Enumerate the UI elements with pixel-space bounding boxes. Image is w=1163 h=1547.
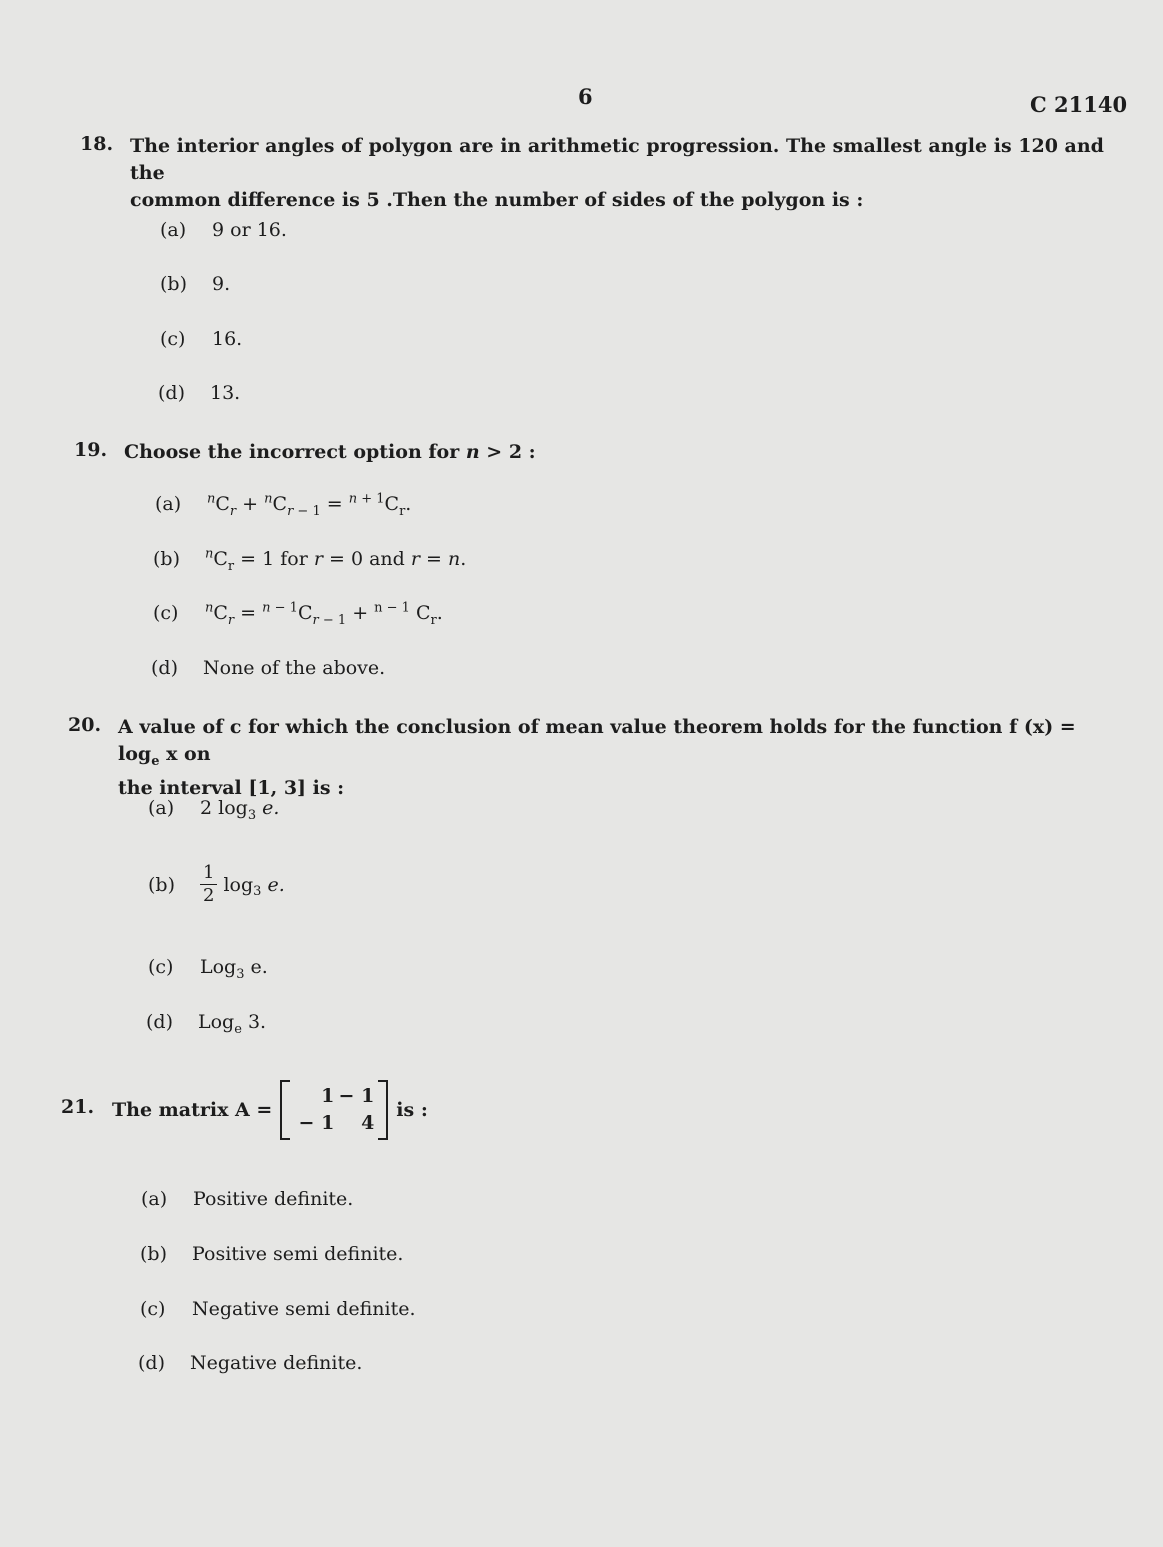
text: log [223, 873, 254, 896]
question-text [130, 133, 1120, 214]
denominator: 2 [203, 885, 215, 906]
option-label: (a) [155, 493, 182, 516]
subscript: r [227, 559, 235, 575]
option-formula [200, 862, 285, 906]
option-label: (a) [141, 1188, 168, 1210]
numerator: 1 [200, 862, 217, 885]
option-label: (d) [158, 382, 185, 404]
text: x on [159, 743, 211, 765]
option-label: (c) [140, 1298, 166, 1320]
matrix-grid [290, 1084, 378, 1136]
option-d [146, 1011, 266, 1037]
option-text: None of the above. [203, 657, 386, 679]
question-text-line: The interior angles of polygon are in arithmetic progression. The smallest angle is 120 and the [130, 135, 1104, 184]
question-text [124, 439, 536, 466]
option-text: Negative semi definite. [192, 1298, 416, 1320]
option-text: Positive definite. [193, 1188, 354, 1210]
option-c [148, 956, 268, 982]
question-text-line: the interval [1, 3] is : [118, 776, 345, 799]
subscript: 3 [253, 883, 262, 899]
matrix-cell: − 1 [338, 1085, 375, 1107]
matrix-cell: 1 [321, 1085, 335, 1107]
text: = [419, 548, 448, 571]
option-b [148, 862, 285, 907]
option-formula [198, 1011, 267, 1037]
matrix-a [280, 1080, 388, 1140]
text: C [213, 548, 228, 571]
subscript: 3 [247, 807, 257, 823]
option-label: (b) [140, 1243, 167, 1265]
option-formula: $^nC_r = ^{n - 1}C_{r - 1} + ^{n - 1}$ $C_r$. [205, 601, 443, 629]
option-label: (c) [153, 602, 179, 625]
text: > 2 : [479, 441, 536, 463]
option-label: (b) [148, 873, 175, 896]
text: Log [200, 956, 237, 978]
question-text [118, 714, 1118, 802]
option-label: (b) [153, 548, 180, 571]
text: = 0 and [322, 548, 411, 571]
question-number: 19. [74, 439, 108, 461]
option-c [140, 1298, 416, 1320]
option-b [140, 1243, 403, 1265]
text: = 1 for [234, 548, 314, 571]
option-label: (d) [151, 657, 178, 679]
text: The matrix A = [112, 1098, 273, 1121]
question-text-line [118, 714, 1118, 775]
question-text [112, 1080, 428, 1140]
text: 2 log [200, 797, 248, 819]
option-text: 9 or 16. [212, 219, 287, 241]
option-c [153, 601, 443, 628]
option-label: (c) [148, 956, 174, 978]
option-text: Positive semi definite. [192, 1243, 404, 1265]
text: e. [261, 873, 285, 896]
option-d [158, 382, 240, 404]
option-label: (b) [160, 273, 187, 295]
left-bracket [280, 1080, 290, 1140]
option-a [148, 797, 279, 823]
option-c [160, 328, 242, 350]
option-d [138, 1352, 362, 1374]
matrix-cell: − 1 [298, 1112, 335, 1134]
question-text-line: common difference is 5 .Then the number of sides of the polygon is : [130, 189, 864, 211]
option-text: 9. [212, 273, 231, 295]
option-formula: $^nC_r = 1$ for r = 0 and r = n. [205, 547, 467, 575]
option-label: (d) [146, 1011, 173, 1033]
text: e. [244, 956, 268, 978]
option-b [160, 273, 230, 295]
option-label: (a) [160, 219, 187, 241]
text: Log [198, 1011, 235, 1033]
page-number: 6 [578, 84, 593, 109]
question-number: 18. [80, 133, 114, 155]
option-formula [200, 956, 268, 982]
exam-code: C 21140 [1030, 92, 1128, 117]
option-text: 16. [212, 328, 243, 350]
subscript: e [151, 753, 160, 769]
text: e. [256, 797, 280, 819]
text: A value of c for which the conclusion of mean value theorem holds for the function f (x) = log [118, 716, 1076, 765]
option-label: (a) [148, 797, 175, 819]
text: 3. [241, 1011, 267, 1033]
option-text: Negative definite. [190, 1352, 363, 1374]
variable: n [465, 441, 480, 463]
option-a [155, 492, 411, 519]
fraction [200, 862, 217, 907]
question-number: 21. [61, 1096, 95, 1118]
option-b [153, 547, 466, 574]
subscript: 3 [236, 966, 245, 982]
option-text: 13. [210, 382, 241, 404]
right-bracket [378, 1080, 388, 1140]
option-label: (d) [138, 1352, 165, 1374]
subscript: e [234, 1021, 242, 1037]
text: is : [396, 1098, 428, 1121]
text: Choose the incorrect option for [124, 441, 466, 463]
option-a [160, 219, 287, 241]
option-formula [200, 797, 280, 823]
option-d [151, 657, 385, 679]
option-a [141, 1188, 353, 1210]
option-formula: $^nC_r + ^nC_{r - 1} = ^{n + 1}C_r$. [207, 492, 412, 520]
matrix-cell: 4 [361, 1112, 375, 1134]
option-label: (c) [160, 328, 186, 350]
question-number: 20. [68, 714, 102, 736]
